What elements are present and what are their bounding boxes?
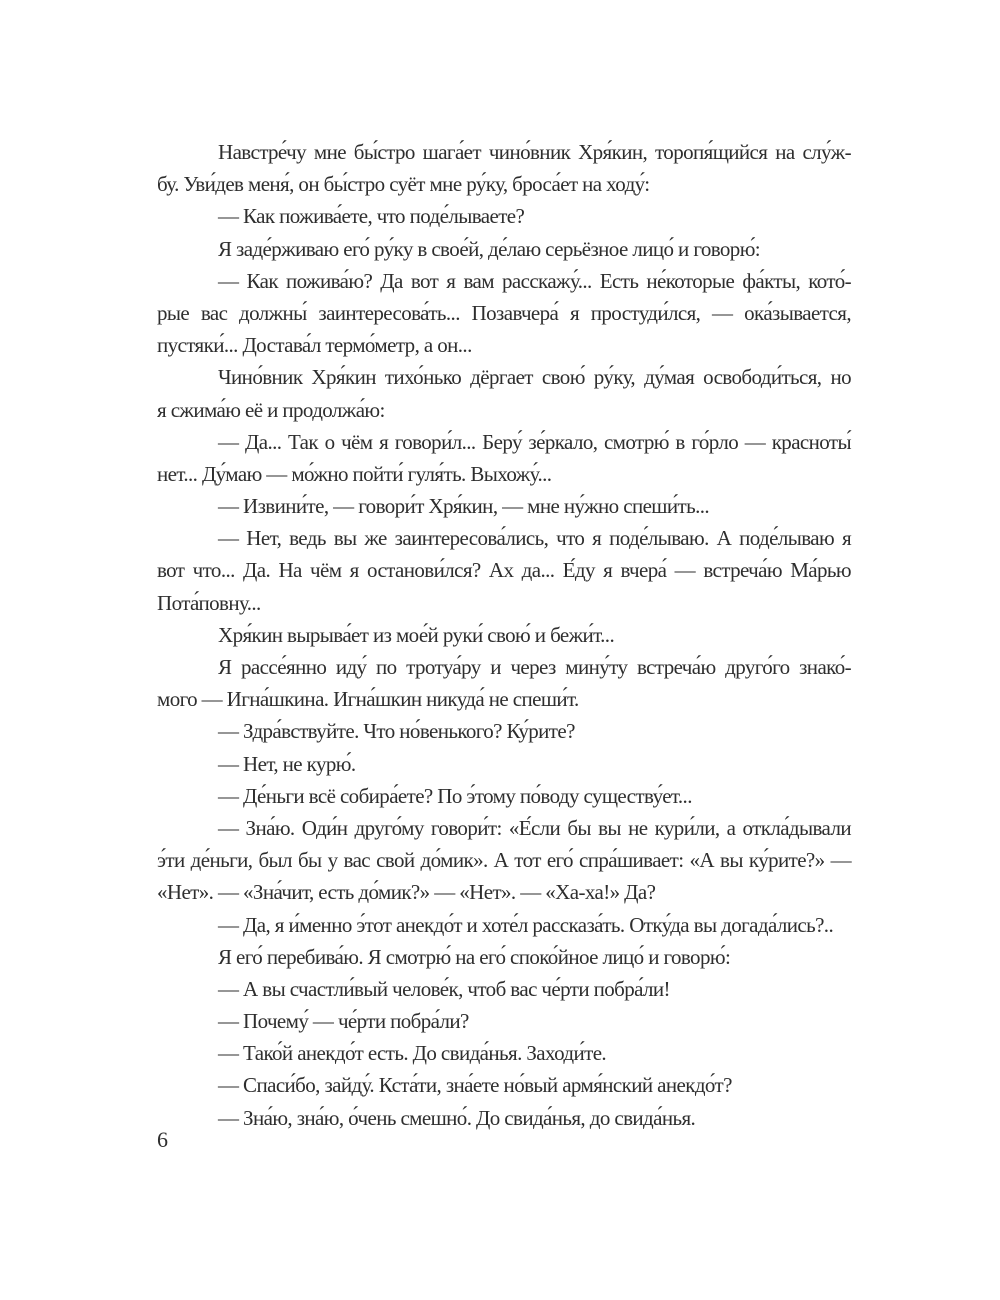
text-line: я сжима́ю её и продолжа́ю:	[157, 397, 385, 422]
text-line: — Нет, ведь вы же заинтересова́лись, что я поде́лываю. А поде́лываю я	[218, 526, 851, 551]
text-line: — Де́ньги всё собира́ете? По э́тому по́воду существу́ет...	[218, 783, 692, 808]
text-line: — Почему́ — че́рти побра́ли?	[218, 1009, 469, 1034]
body-text	[157, 136, 851, 1134]
text-line: нет... Ду́маю — мо́жно пойти́ гуля́ть. Выхожу́...	[157, 461, 552, 486]
text-line: Чино́вник Хря́кин тихо́нько дёргает свою́ ру́ку, ду́мая освободи́ться, но	[218, 365, 851, 390]
text-line: Хря́кин вырыва́ет из мое́й руки́ свою́ и бежи́т...	[218, 622, 615, 647]
text-line: Навстре́чу мне бы́стро шага́ет чино́вник Хря́кин, торопя́щийся на слу́ж-	[218, 140, 851, 164]
text-line: — Да... Так о чём я говори́л... Беру́ зе́ркало, смотрю́ в го́рло — красноты́	[218, 429, 851, 454]
text-line: — Зна́ю, зна́ю, о́чень смешно́. До свида́нья, до свида́нья.	[218, 1105, 696, 1130]
text-line: «Нет». — «Зна́чит, есть до́мик?» — «Нет». — «Ха-ха!» Да?	[157, 880, 656, 905]
text-line: э́ти де́ньги, был бы у вас свой до́мик». А тот его́ спра́шивает: «А вы ку́рите?» —	[157, 848, 851, 873]
text-line: — Как пожива́ю? Да вот я вам расскажу́... Есть не́которые фа́кты, кото́-	[218, 268, 851, 293]
text-line: вот что... Да. На чём я останови́лся? Ах да... Е́ду я вчера́ — встреча́ю Ма́рью	[157, 558, 851, 583]
text-line: — Здра́вствуйте. Что но́венького? Ку́рите?	[218, 719, 575, 744]
text-line: — Как пожива́ете, что поде́лываете?	[218, 204, 525, 229]
text-line: — Нет, не курю́.	[218, 751, 356, 776]
text-line: пустяки́... Достава́л термо́метр, а он...	[157, 333, 472, 358]
text-line: Я заде́рживаю его́ ру́ку в свое́й, де́лаю серьёзное лицо́ и говорю́:	[218, 236, 761, 261]
text-line: — Извини́те, — говори́т Хря́кин, — мне ну́жно спеши́ть...	[218, 494, 710, 519]
text-line: рые вас должны́ заинтересова́ть... Позавчера́ я простуди́лся, — ока́зывается,	[157, 300, 851, 325]
text-line: — А вы счастли́вый челове́к, чтоб вас че́рти побра́ли!	[218, 976, 670, 1001]
text-line: — Зна́ю. Оди́н друго́му говори́т: «Е́сли бы вы не кури́ли, а откла́дывали	[218, 815, 851, 840]
text-line: — Спаси́бо, зайду́. Кста́ти, зна́ете но́вый армя́нский анекдо́т?	[218, 1073, 732, 1098]
text-line: — Тако́й анекдо́т есть. До свида́нья. Заходи́те.	[218, 1041, 607, 1066]
text-line: — Да, я и́менно э́тот анекдо́т и хоте́л рассказа́ть. Отку́да вы догада́лись?..	[218, 912, 834, 937]
text-line: Я рассе́янно иду́ по тротуа́ру и через мину́ту встреча́ю друго́го знако́-	[218, 655, 851, 679]
text-line: Пота́повну...	[157, 590, 261, 615]
text-line: Я его́ перебива́ю. Я смотрю́ на его́ споко́йное лицо́ и говорю́:	[218, 944, 731, 969]
page-number: 6	[157, 1127, 168, 1152]
text-line: бу. Уви́дев меня́, он бы́стро суёт мне ру́ку, броса́ет на ходу́:	[157, 172, 650, 197]
text-line: мого — Игна́шкина. Игна́шкин никуда́ не спеши́т.	[157, 687, 579, 712]
